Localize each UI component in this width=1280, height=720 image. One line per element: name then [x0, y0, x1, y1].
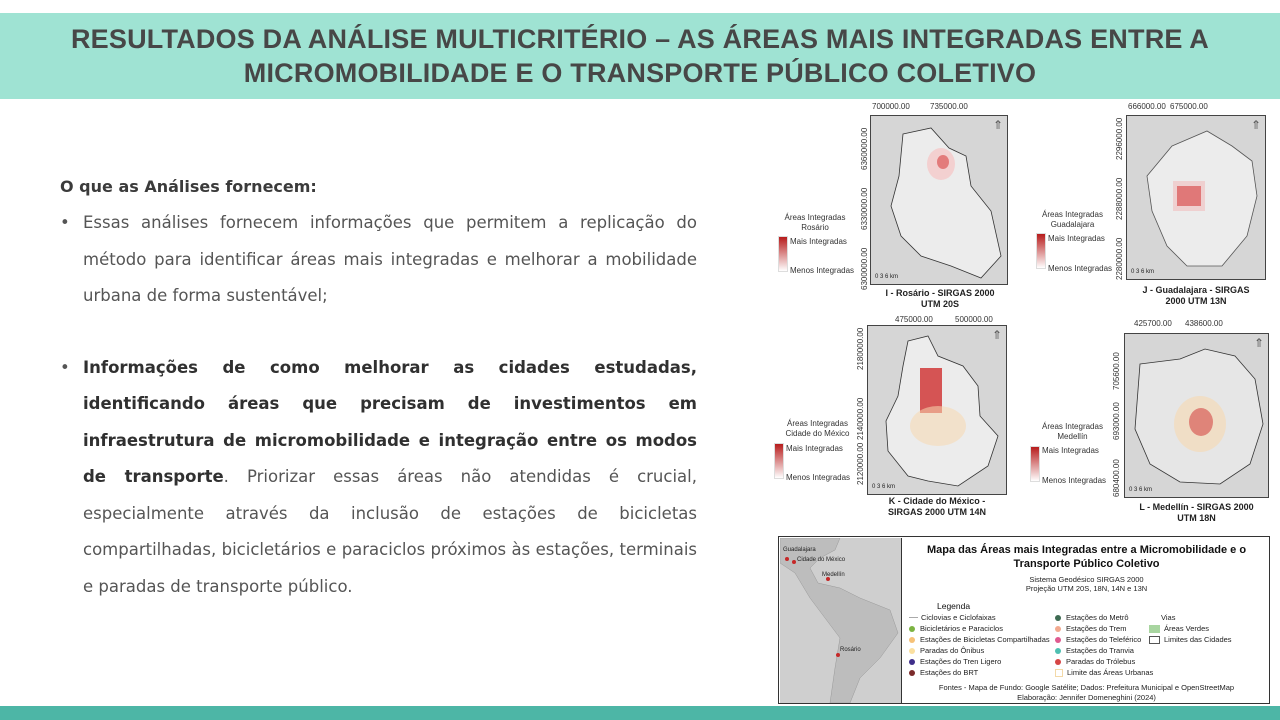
legend-title-mexico: Áreas Integradas Cidade do México: [785, 419, 850, 438]
bullet-replication: [60, 205, 697, 315]
overview-label-medellin: Medellín: [822, 572, 845, 578]
scale-bar: 0 3 6 km: [1131, 269, 1155, 275]
north-arrow-icon: ⇑: [992, 118, 1003, 132]
legend-low: Menos Integradas: [786, 473, 851, 482]
projection-text: Projeção UTM 20S, 18N, 14N e 13N: [1025, 584, 1148, 593]
legend-gradient: [1036, 233, 1046, 269]
legend-label: Limite das Áreas Urbanas: [1067, 668, 1154, 677]
legend-item-bus-stops: [909, 646, 984, 655]
dot-symbol: [909, 670, 915, 676]
legend-low: Menos Integradas: [790, 266, 855, 275]
axis-y2: 2288000.00: [1115, 177, 1124, 220]
legend-label: Limites das Cidades: [1164, 635, 1232, 644]
map-medellin-graphic: [1125, 334, 1269, 498]
axis-y1: 2180000.00: [856, 327, 865, 370]
dot-symbol: [909, 648, 915, 654]
map-caption-mexico: K - Cidade do México - SIRGAS 2000 UTM 14N: [887, 496, 987, 517]
axis-y2: 2140000.00: [856, 397, 865, 440]
bullet-marker: •: [60, 213, 70, 232]
legend-title-guadalajara: Áreas Integradas Guadalajara: [1042, 210, 1103, 229]
legend-label: Estações do Trem: [1066, 624, 1127, 633]
legend-box-title: Mapa das Áreas mais Integradas entre a Micromobilidade e o Transporte Público Coletivo: [926, 544, 1247, 570]
line-symbol: [909, 617, 918, 618]
section-lead: O que as Análises fornecem:: [60, 177, 317, 196]
square-symbol: [1149, 625, 1160, 633]
legend-item-urban-limit: [1055, 668, 1153, 677]
map-mexico: [867, 325, 1007, 495]
map-guadalajara: [1126, 115, 1266, 280]
axis-y1: 6360000.00: [860, 127, 869, 170]
legend-item-green-areas: [1149, 624, 1209, 633]
overview-label-mexico: Cidade do México: [797, 557, 846, 563]
north-arrow-icon: ⇑: [1253, 336, 1264, 350]
axis-x1: 700000.00: [872, 102, 910, 111]
map-medellin: [1124, 333, 1269, 498]
legend-item-city-limits: [1149, 635, 1232, 644]
overview-label-guadalajara: Guadalajara: [783, 547, 816, 553]
legend-low: Menos Integradas: [1042, 476, 1107, 485]
dot-symbol: [909, 659, 915, 665]
north-arrow-icon: ⇑: [991, 328, 1002, 342]
dot-symbol: [1055, 659, 1061, 665]
axis-x2: 735000.00: [930, 102, 968, 111]
legend-label: Paradas do Trólebus: [1066, 657, 1136, 666]
bullet-marker: •: [60, 357, 70, 377]
scale-bar: 0 3 6 km: [875, 274, 899, 280]
map-guadalajara-graphic: [1127, 116, 1266, 280]
map-caption-rosario: I - Rosário - SIRGAS 2000 UTM 20S: [885, 288, 995, 309]
overview-label-rosario: Rosário: [840, 647, 861, 653]
bullet-improvement-bold: Informações de como melhorar as cidades estudadas, identificando áreas que precisam de investimentos em infraestrutura de micromobilidade e integração entre os modos de transporte: [83, 357, 697, 486]
map-rosario-graphic: [871, 116, 1008, 285]
dot-symbol: [1055, 626, 1061, 632]
axis-y3: 2280000.00: [1115, 237, 1124, 280]
bullet-improvement: [60, 350, 697, 606]
legend-item-tram: [1055, 646, 1134, 655]
dot-symbol: [1055, 637, 1061, 643]
axis-x1: 666000.00: [1128, 102, 1166, 111]
legend-label: Áreas Verdes: [1164, 624, 1210, 633]
datum-text: Sistema Geodésico SIRGAS 2000: [1029, 575, 1144, 584]
legend-item-cable-car: [1055, 635, 1141, 644]
legend-item-metro: [1055, 613, 1129, 622]
legend-item-cycleways: [909, 613, 996, 622]
map-caption-guadalajara: J - Guadalajara - SIRGAS 2000 UTM 13N: [1142, 285, 1250, 306]
sources-text: Fontes - Mapa de Fundo: Google Satélite; Dados: Prefeitura Municipal e OpenStreetMap: [938, 683, 1235, 692]
legend-item-light-rail: [909, 657, 1001, 666]
overview-map: [780, 538, 902, 703]
legend-label: Ciclovias e Ciclofaixas: [921, 613, 996, 622]
map-legend-box: [778, 536, 1270, 704]
axis-x2: 500000.00: [955, 315, 993, 324]
bullet-improvement-text: . Priorizar essas áreas não atendidas é crucial, especialmente através da inclusão de estações de bicicletas compartilhadas, bicicletários e paraciclos próximos às estações, terminais e paradas de transporte público.: [83, 467, 697, 596]
axis-y1: 705600.00: [1112, 352, 1121, 390]
dot-symbol: [909, 626, 915, 632]
bullet-list: [60, 205, 697, 605]
axis-y1: 2296000.00: [1115, 117, 1124, 160]
map-panel-medellin: [1030, 315, 1275, 525]
legend-label: Estações do Tranvia: [1066, 646, 1134, 655]
axis-x1: 475000.00: [895, 315, 933, 324]
legend-item-train: [1055, 624, 1126, 633]
map-rosario: [870, 115, 1008, 285]
legend-label: Paradas do Ônibus: [920, 646, 985, 655]
title-banner: [0, 13, 1280, 99]
bullet-replication-text: Essas análises fornecem informações que permitem a replicação do método para identificar áreas mais integradas e melhorar a mobilidade urbana de forma sustentável;: [83, 213, 697, 305]
legend-gradient: [774, 443, 784, 479]
map-panel-mexico: [760, 315, 1025, 520]
scale-bar: 0 3 6 km: [1129, 487, 1153, 493]
legend-gradient: [1030, 446, 1040, 482]
dot-symbol: [1055, 615, 1061, 621]
legend-title-rosario: Áreas Integradas Rosário: [784, 213, 846, 232]
footer-bar: [0, 706, 1280, 720]
text-content: [60, 172, 697, 605]
axis-y3: 2120000.00: [856, 442, 865, 485]
legend-label: Estações de Bicicletas Compartilhadas: [920, 635, 1050, 644]
north-arrow-icon: ⇑: [1250, 118, 1261, 132]
map-caption-medellin: L - Medellín - SIRGAS 2000 UTM 18N: [1139, 502, 1254, 523]
legend-high: Mais Integradas: [786, 444, 843, 453]
square-symbol: [1055, 669, 1063, 677]
legend-item-bike-parking: [909, 624, 1003, 633]
page-title-line-2: MICROMOBILIDADE E O TRANSPORTE PÚBLICO COLETIVO: [243, 58, 1037, 88]
legend-label: Estações do Metrô: [1066, 613, 1129, 622]
legend-item-trolleybus: [1055, 657, 1135, 666]
axis-x2: 438600.00: [1185, 319, 1223, 328]
legend-label: Estações do BRT: [920, 668, 979, 677]
author-text: Elaboração: Jennifer Domeneghini (2024): [1017, 693, 1156, 702]
legend-high: Mais Integradas: [1048, 234, 1105, 243]
legend-label: Vias: [1161, 613, 1176, 622]
square-symbol: [1149, 636, 1160, 644]
scale-bar: 0 3 6 km: [872, 484, 896, 490]
axis-x2: 675000.00: [1170, 102, 1208, 111]
legend-low: Menos Integradas: [1048, 264, 1113, 273]
legend-label: Bicicletários e Paraciclos: [920, 624, 1003, 633]
axis-y2: 6330000.00: [860, 187, 869, 230]
dot-symbol: [909, 637, 915, 643]
legend-high: Mais Integradas: [790, 237, 847, 246]
legend-item-roads: [1161, 613, 1175, 622]
map-panel-rosario: [760, 100, 1015, 315]
legend-item-brt: [909, 668, 978, 677]
map-panel-guadalajara: [1030, 100, 1275, 315]
legend-label: Estações do Teleférico: [1066, 635, 1142, 644]
axis-y3: 6300000.00: [860, 247, 869, 290]
legend-gradient: [778, 236, 788, 272]
axis-x1: 425700.00: [1134, 319, 1172, 328]
legend-high: Mais Integradas: [1042, 446, 1099, 455]
legend-heading: Legenda: [937, 601, 971, 611]
legend-label: Estações do Tren Ligero: [920, 657, 1002, 666]
legend-item-bikeshare: [909, 635, 1050, 644]
axis-y3: 680400.00: [1112, 459, 1121, 497]
dot-symbol: [1055, 648, 1061, 654]
map-mexico-graphic: [868, 326, 1007, 495]
page-title-line-1: RESULTADOS DA ANÁLISE MULTICRITÉRIO – AS ÁREAS MAIS INTEGRADAS ENTRE A: [70, 24, 1210, 54]
axis-y2: 693000.00: [1112, 402, 1121, 440]
legend-title-medellin: Áreas Integradas Medellín: [1042, 422, 1103, 441]
